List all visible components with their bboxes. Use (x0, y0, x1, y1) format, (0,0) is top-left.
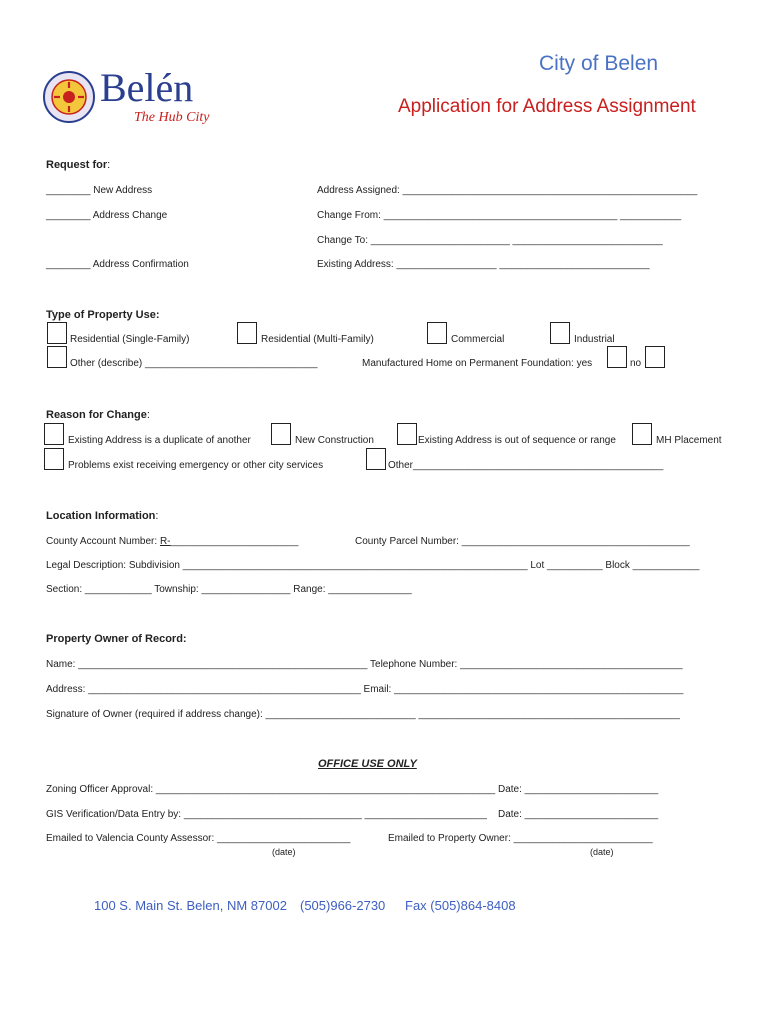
section-township-range-field[interactable]: Section: ____________ Township: ________________ Range: _______________ (46, 584, 412, 595)
other-use-checkbox[interactable] (47, 346, 67, 368)
owner-heading: Property Owner of Record: (46, 633, 187, 645)
reason-heading: Reason for Change: (46, 409, 150, 421)
county-parcel-field[interactable]: County Parcel Number: _________________________________________ (355, 536, 690, 547)
new-address-option[interactable]: ________ New Address (46, 185, 153, 196)
mh-placement-checkbox[interactable] (632, 423, 652, 445)
out-of-sequence-label: Existing Address is out of sequence or range (418, 435, 616, 446)
mh-placement-label: MH Placement (656, 435, 722, 446)
duplicate-checkbox[interactable] (44, 423, 64, 445)
address-confirmation-option[interactable]: ________ Address Confirmation (46, 259, 189, 270)
existing-address-field[interactable]: Existing Address: __________________ ___________________________ (317, 259, 650, 270)
logo-tagline: The Hub City (134, 110, 210, 125)
location-heading: Location Information: (46, 510, 159, 522)
zoning-approval-field[interactable]: Zoning Officer Approval: _____________________________________________________________ (46, 784, 496, 795)
footer-fax: Fax (505)864-8408 (405, 898, 516, 913)
change-to-field[interactable]: Change To: _________________________ ___________________________ (317, 235, 663, 246)
manufactured-home-label: Manufactured Home on Permanent Foundation: yes (362, 358, 593, 369)
footer-address: 100 S. Main St. Belen, NM 87002 (94, 898, 287, 913)
industrial-label: Industrial (574, 334, 615, 345)
emailed-assessor-field[interactable]: Emailed to Valencia County Assessor: ________________________ (46, 833, 351, 844)
county-account-line: _______________________ (170, 536, 299, 547)
industrial-checkbox[interactable] (550, 322, 570, 344)
emailed-owner-field[interactable]: Emailed to Property Owner: _________________________ (388, 833, 653, 844)
owner-name-phone-field[interactable]: Name: ____________________________________________________ Telephone Number: ________________________________________ (46, 659, 683, 670)
change-from-field[interactable]: Change From: __________________________________________ ___________ (317, 210, 682, 221)
city-name: City of Belen (539, 52, 659, 75)
city-seal-icon (42, 70, 96, 124)
city-logo (42, 65, 210, 132)
county-account-value: R- (159, 536, 171, 547)
manufactured-no-label: no (630, 358, 642, 369)
residential-multi-label: Residential (Multi-Family) (261, 334, 374, 345)
other-use-field[interactable]: Other (describe) _______________________________ (70, 358, 318, 369)
out-of-sequence-checkbox[interactable] (397, 423, 417, 445)
duplicate-label: Existing Address is a duplicate of another (68, 435, 251, 446)
residential-multi-checkbox[interactable] (237, 322, 257, 344)
office-use-heading: OFFICE USE ONLY (318, 758, 417, 770)
owner-signature-field[interactable]: Signature of Owner (required if address change): ___________________________ _______________________________________________ (46, 709, 680, 720)
address-assigned-field[interactable]: Address Assigned: _____________________________________________________ (317, 185, 698, 196)
gis-date-field[interactable]: Date: ________________________ (498, 809, 659, 820)
footer-phone: (505)966-2730 (300, 898, 386, 913)
commercial-label: Commercial (451, 334, 505, 345)
new-construction-label: New Construction (295, 435, 374, 446)
address-change-option[interactable]: ________ Address Change (46, 210, 168, 221)
commercial-checkbox[interactable] (427, 322, 447, 344)
problems-label: Problems exist receiving emergency or other city services (68, 460, 324, 471)
gis-verification-field[interactable]: GIS Verification/Data Entry by: ________________________________ ______________________ (46, 809, 487, 820)
property-use-heading: Type of Property Use: (46, 309, 160, 321)
residential-single-checkbox[interactable] (47, 322, 67, 344)
request-heading: Request for: (46, 159, 111, 171)
other-reason-field[interactable]: Other_____________________________________________ (388, 460, 664, 471)
owner-date-caption: (date) (590, 847, 614, 857)
county-account-field[interactable] (46, 536, 298, 547)
logo-name: Belén (100, 65, 194, 110)
assessor-date-caption: (date) (272, 847, 296, 857)
manufactured-yes-checkbox[interactable] (607, 346, 627, 368)
manufactured-no-checkbox[interactable] (645, 346, 665, 368)
other-reason-checkbox[interactable] (366, 448, 386, 470)
page-title: Application for Address Assignment (398, 96, 696, 117)
legal-description-field[interactable]: Legal Description: Subdivision ______________________________________________________________ Lot __________ Block ____________ (46, 560, 700, 571)
county-account-label: County Account Number: (46, 536, 160, 547)
new-construction-checkbox[interactable] (271, 423, 291, 445)
problems-checkbox[interactable] (44, 448, 64, 470)
residential-single-label: Residential (Single-Family) (70, 334, 190, 345)
owner-address-email-field[interactable]: Address: _________________________________________________ Email: ____________________________________________________ (46, 684, 684, 695)
zoning-date-field[interactable]: Date: ________________________ (498, 784, 659, 795)
